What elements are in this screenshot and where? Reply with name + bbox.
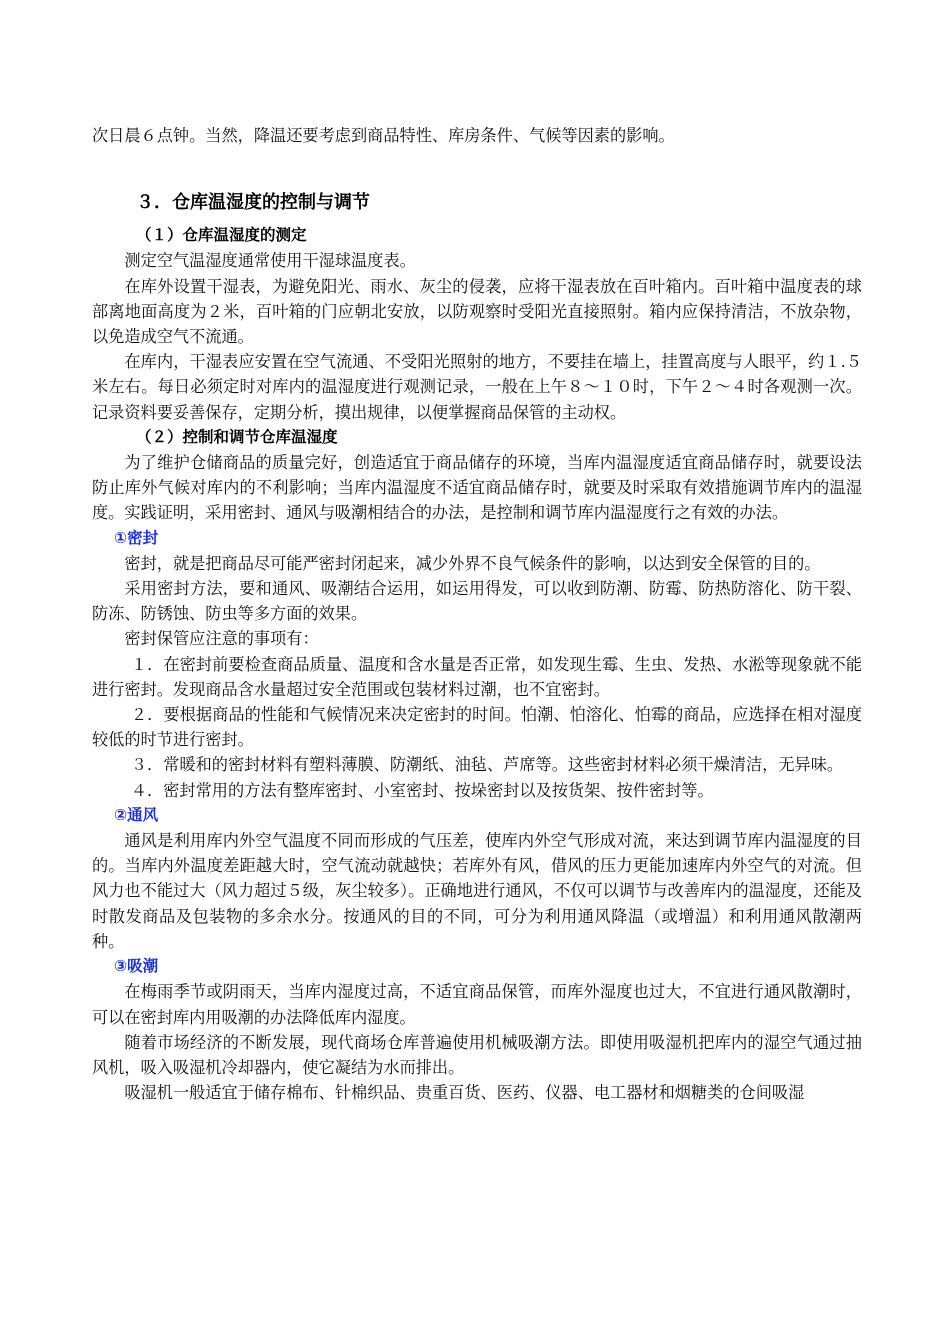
list-item: ４．密封常用的方法有整库密封、小室密封、按垛密封以及按货架、按件密封等。 — [130, 780, 714, 800]
body-paragraph: 在梅雨季节或阴雨天，当库内湿度过高，不适宜商品保管，而库外湿度也过大，不宜进行通风散潮时，可以在密封库内用吸潮的办法降低库内湿度。 — [92, 982, 862, 1027]
subsection-heading: （２）控制和调节仓库温湿度 — [136, 427, 338, 446]
body-paragraph: 通风是利用库内外空气温度不同而形成的气压差，使库内外空气形成对流，来达到调节库内温湿度的目的。当库内外温度差距越大时，空气流动就越快；若库外有风，借风的压力更能加速库内外空气的对流。但风力也不能过大（风力超过５级，灰尘较多）。正确地进行通风，不仅可以调节与改善库内的温湿度，还能及时散发商品及包装物的多余水分。按通风的目的不同，可分为利用通风降温（或增温）和利用通风散潮两种。 — [92, 831, 862, 951]
body-paragraph: 密封保管应注意的事项有： — [124, 629, 319, 649]
list-item: ３．常暖和的密封材料有塑料薄膜、防潮纸、油毡、芦席等。这些密封材料必须干燥清洁，无异味。 — [130, 755, 844, 775]
body-paragraph: 吸湿机一般适宜于储存棉布、针棉织品、贵重百货、医药、仪器、电工器材和烟糖类的仓间吸湿 — [124, 1083, 805, 1103]
body-paragraph: 随着市场经济的不断发展，现代商场仓库普遍使用机械吸潮方法。即使用吸湿机把库内的湿空气通过抽风机，吸入吸湿机冷却器内，使它凝结为水而排出。 — [92, 1032, 862, 1077]
topic-heading-moisture-absorption: ③吸潮 — [114, 957, 159, 976]
body-paragraph: 为了维护仓储商品的质量完好，创造适宜于商品储存的环境，当库内温湿度适宜商品储存时，就要设法防止库外气候对库内的不利影响；当库内温湿度不适宜商品储存时，就要及时采取有效措施调节库内的温湿度。实践证明，采用密封、通风与吸潮相结合的办法，是控制和调节库内温湿度行之有效的办法。 — [92, 453, 862, 523]
body-paragraph: 在库外设置干湿表，为避免阳光、雨水、灰尘的侵袭，应将干湿表放在百叶箱内。百叶箱中温度表的球部离地面高度为２米，百叶箱的门应朝北安放，以防观察时受阳光直接照射。箱内应保持清洁，不放杂物，以免造成空气不流通。 — [92, 276, 862, 347]
body-paragraph: 次日晨６点钟。当然，降温还要考虑到商品特性、库房条件、气候等因素的影响。 — [92, 126, 675, 145]
list-item: １．在密封前要检查商品质量、温度和含水量是否正常，如发现生霉、生虫、发热、水淞等现象就不能进行密封。发现商品含水量超过安全范围或包装材料过潮，也不宜密封。 — [92, 654, 862, 699]
body-paragraph: 密封，就是把商品尽可能严密封闭起来，减少外界不良气候条件的影响，以达到安全保管的目的。 — [124, 553, 821, 573]
body-paragraph: 在库内，干湿表应安置在空气流通、不受阳光照射的地方，不要挂在墙上，挂置高度与人眼平，约１.５米左右。每日必须定时对库内的温湿度进行观测记录，一般在上午８～１０时，下午２～４时各观测一次。记录资料要妥善保存，定期分析，摸出规律，以便掌握商品保管的主动权。 — [92, 352, 862, 422]
body-paragraph: 采用密封方法，要和通风、吸潮结合运用，如运用得发，可以收到防潮、防霉、防热防溶化、防干裂、防冻、防锈蚀、防虫等多方面的效果。 — [92, 579, 862, 624]
topic-heading-ventilation: ②通风 — [114, 805, 159, 824]
topic-heading-sealing: ①密封 — [114, 528, 159, 547]
section-heading: ３．仓库温湿度的控制与调节 — [136, 192, 370, 214]
body-paragraph: 测定空气温湿度通常使用干湿球温度表。 — [124, 251, 416, 271]
list-item: ２．要根据商品的性能和气候情况来决定密封的时间。怕潮、怕溶化、怕霉的商品，应选择在相对湿度较低的时节进行密封。 — [92, 705, 862, 750]
document-page — [92, 123, 862, 1105]
subsection-heading: （１）仓库温湿度的测定 — [136, 226, 307, 245]
